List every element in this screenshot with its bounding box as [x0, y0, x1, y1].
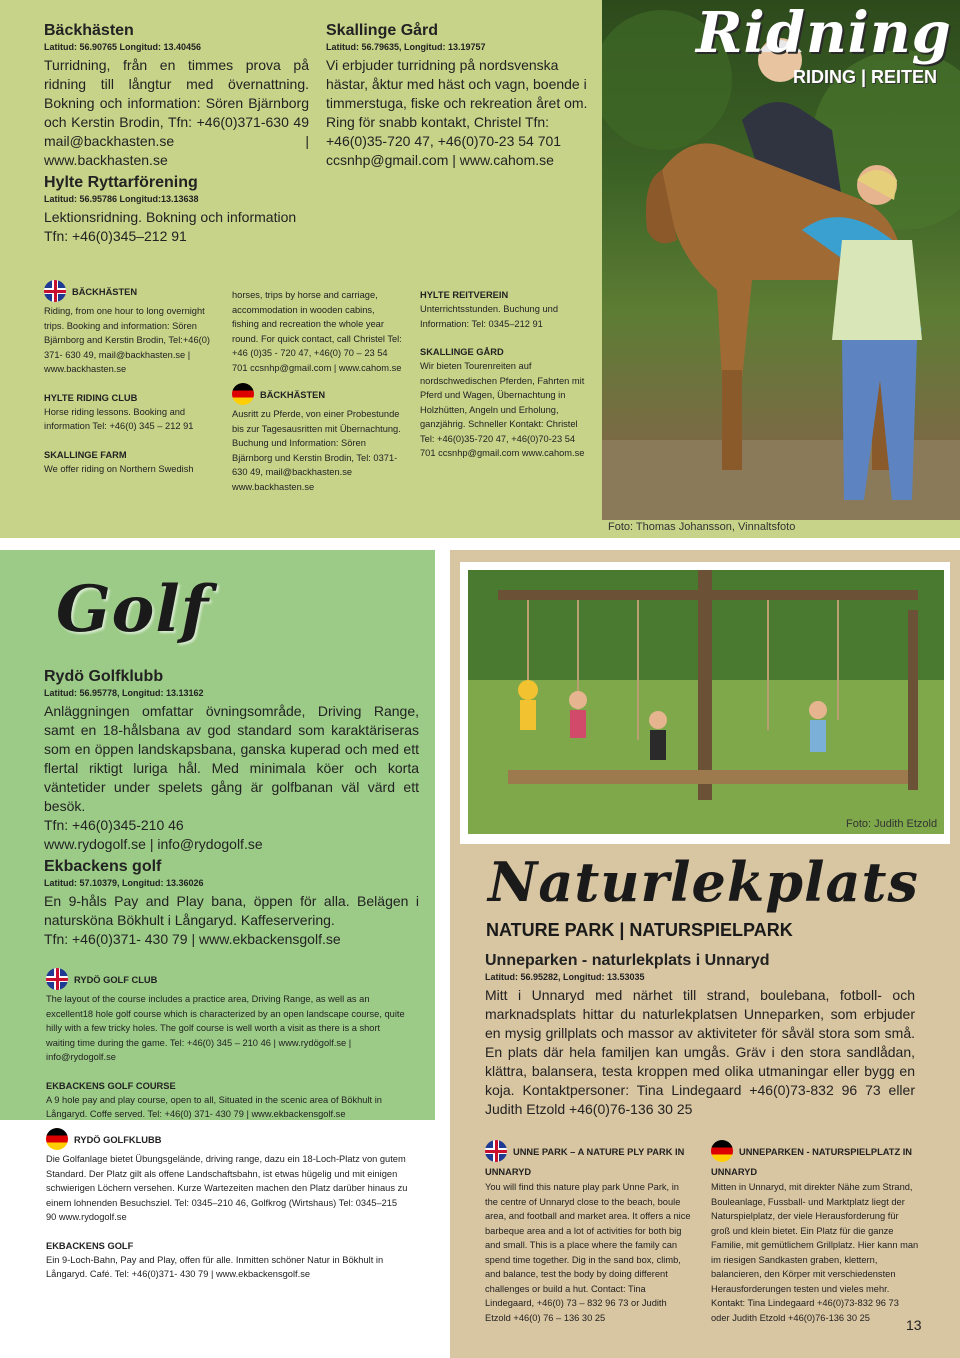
rydo-web: www.rydogolf.se | info@rydogolf.se [44, 836, 263, 852]
rydo-text: Anläggningen omfattar övningsområde, Driving Range, samt en 18-hålsbana av god standard som karaktäriseras som en öppen landskapsbana, ganska kuperad och med ett flertal riktigt luriga hål. Med minimala köer och korta väntetider under spelets gång är golfbanan väl värd ett besök. [44, 703, 419, 814]
hylte-block [44, 174, 309, 246]
skallinge-block [326, 22, 588, 170]
golf-en-heading-1: RYDÖ GOLF CLUB [74, 975, 158, 986]
backhasten-block [44, 22, 309, 170]
unneparken-heading: Unneparken - naturlekplats i Unnaryd [485, 952, 770, 969]
riding-en-text-3: We offer riding on Northern Swedish [44, 463, 194, 474]
unneparken-text: Mitt i Unnaryd med närhet till strand, boulebana, fotboll- och marknadsplats hittar du naturlekplatsen Unneparken, som erbjuder en mysig grillplats och massor av aktiviteter för såväl stora som små. En plats där hela familjen kan umgås. Gräv i den stora sandlådan, klättra, balansera, testa kroppen med olika utmaningar eller bygg en koja. Kontaktpersoner: Tina Lindegaard +46(0)73-832 96 73 eller Judith Etzold +46(0)76-136 30 25 [485, 987, 915, 1117]
riding-de-text-3: Wir bieten Tourenreiten auf nordschwedischen Pferden, Fahrten mit Pferd und Wagen, Übernachtung in Holzhütten, Angeln und Erholung, ganzjährig. Schneller Kontakt: Christel Tel: +46(0)35-720 47, +46(0)70-23 54 701 ccsnhp@gmail.com www.cahom.se [420, 361, 585, 458]
golf-de-text-1: Die Golfanlage bietet Übungsgelände, driving range, dazu ein 18-Loch-Platz von gutem Standard. Der Platz gilt als offene Landschaftsbahn, ist etwas hügelig und mit einigen schwierigen Löchern versehen. Kurze Wartezeiten machen den Platz darüber hinaus zu einem lohnenden Besuchsziel. Tel: 0345–210 46, Golfkrog (Wirtshaus) Tel: 0345–215 90 www.rydogolf.se [46, 1154, 408, 1222]
unneparken-block [485, 952, 915, 1119]
de-flag-icon [46, 1128, 68, 1150]
riding-de-text-2: Unterrichtsstunden. Buchung und Information: Tel: 0345–212 91 [420, 304, 558, 329]
golf-de-heading-1: RYDÖ GOLFKLUBB [74, 1135, 162, 1146]
riding-de-heading-2: HYLTE REITVEREIN [420, 290, 509, 300]
nature-subtitle: NATURE PARK | NATURSPIELPARK [486, 920, 793, 940]
golf-en-text-1: The layout of the course includes a practice area, Driving Range, as well as an excellent18 hole golf course which is characterized by an open landscape course, quite hilly with a few tricky holes. The golf course is well worth a visit as there is a short waiting time during the game. Tel: +46(0) 345 – 210 46 | www.rydögolf.se | info@rydogolf.se [46, 994, 405, 1062]
riding-title: Ridning [696, 0, 952, 66]
nature-en-heading: UNNE PARK – A NATURE PLY PARK IN UNNARYD [485, 1147, 685, 1177]
riding-de-heading-3: SKALLINGE GÅRD [420, 347, 504, 357]
riding-en-heading-2: HYLTE RIDING CLUB [44, 392, 138, 403]
riding-photo-credit: Foto: Thomas Johansson, Vinnaltsfoto [608, 521, 796, 533]
riding-col2 [232, 288, 404, 494]
golf-en-block [46, 968, 408, 1122]
riding-de-text-1: Ausritt zu Pferde, von einer Probestunde bis zur Tagesausritten mit Übernachtung. Buchung und Information: Sören Bjärnborg und Kerstin Brodin, Tel: 0371-630 49, mail@backhasten.se www.backhasten.se [232, 409, 401, 492]
riding-en-text-3-cont: horses, trips by horse and carriage, accommodation in wooden cabins, fishing and recreation the whole year round. For quick contact, call Christel Tel: +46 (0)35 - 720 47, +46(0) 70 – 23 54 701 ccsnhp@gmail.com | www.cahom.se [232, 290, 402, 373]
nature-title: Naturlekplats [488, 850, 919, 914]
ekbacken-coords: Latitud: 57.10379, Longitud: 13.36026 [44, 878, 204, 888]
uk-flag-icon [44, 280, 66, 302]
backhasten-text: Turridning, från en timmes prova på ridning till långtur med övernattning. Bokning och information: Sören Bjärnborg och Kerstin Brodin, Tfn: +46(0)371-630 49 mail@backhasten.se | www.backhasten.se [44, 57, 309, 168]
de-flag-icon [232, 383, 254, 405]
nature-en-block [485, 1140, 693, 1325]
ekbacken-block [44, 858, 419, 949]
skallinge-heading: Skallinge Gård [326, 22, 439, 39]
ekbacken-heading: Ekbackens golf [44, 858, 162, 875]
riding-en-heading-1: BÄCKHÄSTEN [72, 287, 138, 298]
golf-de-heading-2: EKBACKENS GOLF [46, 1240, 134, 1251]
skallinge-coords: Latitud: 56.79635, Longitud: 13.19757 [326, 42, 486, 52]
riding-en-heading-3: SKALLINGE FARM [44, 449, 127, 460]
rydo-heading: Rydö Golfklubb [44, 668, 164, 685]
nature-en-text: You will find this nature play park Unne Park, in the centre of Unnaryd close to the beach, boule area, and football and market area. It offers a nice barbeque area and a lot of activities for both big and small. This is a place where the family can spend time together. Dig in the sand box, climb, and balance, test the body by doing different challenges or build a hut. Contact: Tina Lindegaard, +46(0) 73 – 832 96 73 or Judith Etzold +46(0) 76 – 136 30 25 [485, 1182, 691, 1323]
nature-de-heading: UNNEPARKEN - NATURSPIELPLATZ IN UNNARYD [711, 1147, 913, 1177]
uk-flag-icon [46, 968, 68, 990]
rydo-phone: Tfn: +46(0)345-210 46 [44, 817, 184, 833]
rydo-coords: Latitud: 56.95778, Longitud: 13.13162 [44, 688, 204, 698]
playground-illustration [468, 570, 944, 834]
hylte-heading: Hylte Ryttarförening [44, 174, 198, 191]
riding-en-column [44, 280, 219, 476]
backhasten-heading: Bäckhästen [44, 22, 134, 39]
riding-col3 [420, 288, 592, 461]
de-flag-icon [711, 1140, 733, 1162]
page-number: 13 [906, 1317, 922, 1333]
ekbacken-contact: Tfn: +46(0)371- 430 79 | www.ekbackensgolf.se [44, 931, 341, 947]
golf-en-heading-2: EKBACKENS GOLF COURSE [46, 1080, 176, 1091]
uk-flag-icon [485, 1140, 507, 1162]
skallinge-text: Vi erbjuder turridning på nordsvenska hästar, åktur med häst och vagn, boende i timmerstuga, fiske och rekreation året om. Ring för snabb kontakt, Christel Tfn: +46(0)35-720 47, +46(0)70-23 54 701 ccsnhp@gmail.com | www.cahom.se [326, 57, 588, 168]
hylte-coords: Latitud: 56.95786 Longitud:13.13638 [44, 194, 199, 204]
golf-de-block [46, 1128, 408, 1282]
backhasten-coords: Latitud: 56.90765 Longitud: 13.40456 [44, 42, 202, 52]
nature-de-block [711, 1140, 919, 1325]
nature-photo-credit: Foto: Judith Etzold [846, 818, 938, 830]
golf-en-text-2: A 9 hole pay and play course, open to all, Situated in the scenic area of Bökhult in Långaryd. Coffe served. Tel: +46(0) 371- 430 79 | www.ekbackensgolf.se [46, 1094, 382, 1119]
golf-title: Golf [56, 572, 210, 647]
riding-de-heading-1: BÄCKHÄSTEN [260, 390, 326, 401]
golf-de-text-2: Ein 9-Loch-Bahn, Pay and Play, offen für alle. Inmitten schöner Natur in Bökhult in Långaryd. Café. Tel: +46(0)371- 430 79 | www.ekbackensgolf.se [46, 1254, 384, 1279]
nature-photo [468, 570, 944, 834]
unneparken-coords: Latitud: 56.95282, Longitud: 13.53035 [485, 972, 645, 982]
hylte-text: Lektionsridning. Bokning och information Tfn: +46(0)345–212 91 [44, 209, 297, 244]
rydo-block [44, 668, 419, 854]
riding-en-text-1: Riding, from one hour to long overnight trips. Booking and information: Sören Bjärnborg and Kerstin Brodin, Tel:+46(0) 371- 630 49, mail@backhasten.se | www.backhasten.se [44, 306, 210, 374]
nature-de-text: Mitten in Unnaryd, mit direkter Nähe zum Strand, Bouleanlage, Fussball- und Marktplatz liegt der Naturspielplatz, der viele Herausforderung für groß und klein bietet. Ein Platz für die ganze Familie, mit gemütlichem Grillplatz. Hier kann man im riesigen Sandkasten graben, klettern, balancieren, den Körper mit verschiedensten Herausforderungen testen und vieles mehr. Kontakt: Tina Lindegaard +46(0)73-832 96 73 oder Judith Etzold +46(0)76-136 30 25 [711, 1182, 919, 1323]
riding-subtitle: RIDING | REITEN [793, 67, 938, 87]
ekbacken-text: En 9-håls Pay and Play bana, öppen för alla. Belägen i natursköna Bökhult i Långaryd. Kaffeservering. [44, 893, 419, 928]
riding-en-text-2: Horse riding lessons. Booking and information Tel: +46(0) 345 – 212 91 [44, 406, 194, 431]
